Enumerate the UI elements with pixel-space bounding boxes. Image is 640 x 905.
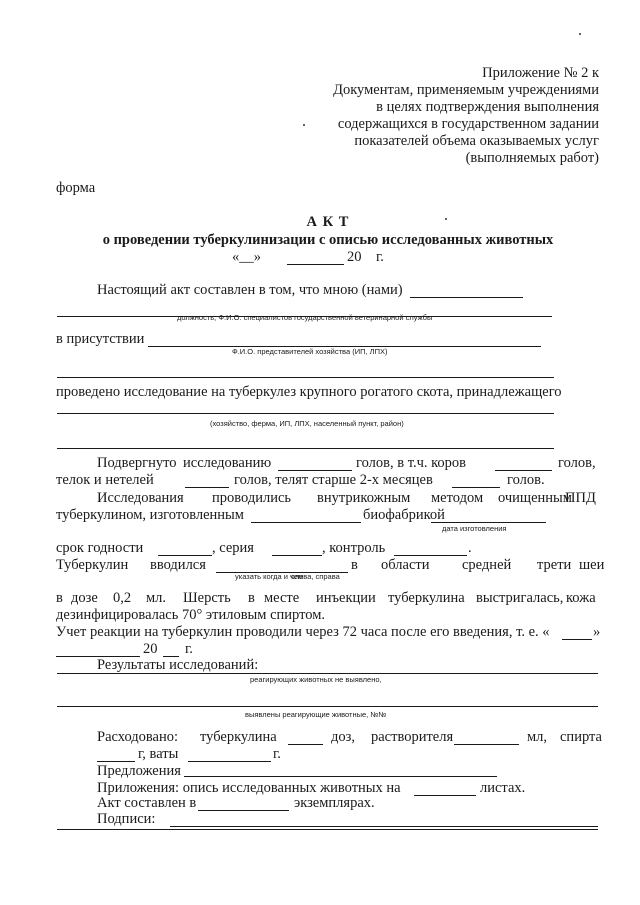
dose-word-9: туберкулина — [388, 590, 465, 606]
date-day-field[interactable]: «__» — [232, 249, 261, 265]
document-subtitle: о проведении туберкулинизации с описью исследованных животных — [102, 232, 554, 248]
cotton-label: г, ваты — [138, 746, 179, 762]
scan-speck — [579, 33, 581, 35]
tuberculin-doses-field[interactable] — [288, 744, 323, 745]
method-word-1: Исследования — [97, 490, 184, 506]
alcohol-label: спирта — [560, 729, 602, 745]
results-field[interactable] — [57, 673, 598, 674]
area-word-3: средней — [462, 557, 512, 573]
heifers-label: телок и нетелей — [56, 472, 154, 488]
appendix-line-4: содержащихся в государственном задании — [337, 116, 599, 132]
injection-side-caption: слева, справа — [291, 572, 340, 581]
method-word-4: методом — [431, 490, 484, 506]
area-word-2: области — [381, 557, 430, 573]
subjected-label-2: исследованию — [183, 455, 272, 471]
results-label: Результаты исследований: — [97, 657, 259, 673]
manufacturer-field[interactable] — [251, 522, 361, 523]
signatures-label: Подписи: — [97, 811, 156, 827]
method-word-3: внутрикожным — [317, 490, 411, 506]
owners-field-2[interactable] — [57, 377, 554, 378]
appendix-line-1: Приложение № 2 к — [482, 65, 599, 81]
reacting-field[interactable] — [57, 706, 598, 707]
proposals-field[interactable] — [184, 776, 497, 777]
dose-word-10: выстригалась, — [476, 590, 564, 606]
injection-when-caption: указать когда и чем — [235, 572, 304, 581]
date-year-suffix: г. — [376, 249, 384, 265]
method-word-5: очищенным — [498, 490, 572, 506]
cotton-field[interactable] — [188, 761, 271, 762]
control-end: . — [468, 540, 472, 556]
appendix-line-6: (выполняемых работ) — [465, 150, 599, 166]
manufacture-caption: дата изготовления — [442, 524, 507, 533]
ml-label: мл, — [527, 729, 548, 745]
reading-year-suffix: г. — [185, 641, 193, 657]
scan-speck — [303, 124, 305, 126]
date-year-label: 20 — [347, 249, 362, 265]
appendix-line-5: показателей объема оказываемых услуг — [354, 133, 599, 149]
document-title: А К Т — [306, 214, 350, 230]
area-word-5: шеи — [579, 557, 605, 573]
cows-field[interactable] — [495, 470, 552, 471]
control-label: , контроль — [322, 540, 386, 556]
dose-word-11: кожа — [566, 590, 596, 606]
solvent-label: растворителя — [371, 729, 454, 745]
alcohol-field[interactable] — [97, 761, 135, 762]
area-word-4: трети — [537, 557, 572, 573]
dose-word-2: дозе — [71, 590, 98, 606]
reading-year-label: 20 — [143, 641, 158, 657]
conducted-text: проведено исследование на туберкулез крупного рогатого скота, принадлежащего — [56, 384, 562, 400]
dose-word-6: в — [248, 590, 255, 606]
copies-suffix: экземплярах. — [294, 795, 375, 811]
dose-word-3: 0,2 — [113, 590, 132, 606]
copies-label: Акт составлен в — [97, 795, 197, 811]
dose-word-4: мл. — [146, 590, 167, 606]
calves-label: голов, телят старше 2-х месяцев — [234, 472, 433, 488]
no-reacting-caption: реагирующих животных не выявлено, — [250, 675, 382, 684]
reading-quote-end: » — [593, 624, 601, 640]
doses-label: доз, — [331, 729, 355, 745]
appendix-line-2: Документам, применяемым учреждениями — [333, 82, 599, 98]
signatures-field[interactable] — [170, 826, 598, 827]
area-word-1: в — [351, 557, 358, 573]
form-label: форма — [56, 180, 96, 196]
date-month-field[interactable] — [287, 264, 344, 265]
injection-label-1: Туберкулин — [56, 557, 129, 573]
method-word-2: проводились — [212, 490, 292, 506]
reacting-caption: выявлены реагирующие животные, №№ — [245, 710, 387, 719]
biofactory-label: биофабрикой — [363, 507, 445, 523]
scan-speck — [445, 218, 447, 220]
reading-text: Учет реакции на туберкулин проводили через 72 часа после его введения, т. е. « — [56, 624, 550, 640]
method-word-6: ППД — [565, 490, 596, 506]
proposals-label: Предложения — [97, 763, 181, 779]
dose-word-1: в — [56, 590, 63, 606]
farm-field-2[interactable] — [57, 448, 554, 449]
dose-word-7: месте — [264, 590, 300, 606]
presence-label: в присутствии — [56, 331, 145, 347]
attachments-suffix: листах. — [480, 780, 526, 796]
series-field[interactable] — [272, 555, 322, 556]
solvent-field[interactable] — [454, 744, 519, 745]
attachments-label: Приложения: опись исследованных животных на — [97, 780, 401, 796]
heads-total-field[interactable] — [278, 470, 352, 471]
manufacturer-label: туберкулином, изготовленным — [56, 507, 244, 523]
attachments-sheets-field[interactable] — [414, 795, 476, 796]
heads-cows-label: голов, в т.ч. коров — [356, 455, 467, 471]
farm-field[interactable] — [57, 413, 554, 414]
series-label: , серия — [212, 540, 254, 556]
tuberculin-label: туберкулина — [200, 729, 277, 745]
calves-field[interactable] — [452, 487, 500, 488]
farm-caption: (хозяйство, ферма, ИП, ЛПХ, населенный пункт, район) — [210, 419, 404, 428]
subjected-label: Подвергнуто — [97, 455, 177, 471]
intro-text: Настоящий акт составлен в том, что мною (нами) — [97, 282, 403, 298]
disinfection-text: дезинфицировалась 70° этиловым спиртом. — [56, 607, 326, 623]
copies-field[interactable] — [198, 810, 289, 811]
officials-caption: должность, Ф.И.О. специалистов государственной ветеринарной службы — [177, 313, 433, 322]
spent-label: Расходовано: — [97, 729, 179, 745]
control-field[interactable] — [394, 555, 467, 556]
heifers-field[interactable] — [185, 487, 229, 488]
injection-label-2: вводился — [150, 557, 206, 573]
expiry-field[interactable] — [158, 555, 212, 556]
heads-end-label: голов, — [558, 455, 596, 471]
manufacture-date-field[interactable] — [431, 522, 546, 523]
cotton-suffix: г. — [273, 746, 281, 762]
signatures-field-2[interactable] — [57, 829, 598, 830]
dose-word-5: Шерсть — [183, 590, 231, 606]
dose-word-8: инъекции — [316, 590, 376, 606]
reading-day-field[interactable] — [562, 639, 592, 640]
author-field[interactable] — [410, 297, 523, 298]
expiry-label: срок годности — [56, 540, 144, 556]
appendix-line-3: в целях подтверждения выполнения — [376, 99, 599, 115]
calves-end-label: голов. — [507, 472, 545, 488]
owners-caption: Ф.И.О. представителей хозяйства (ИП, ЛПХ) — [232, 347, 388, 356]
